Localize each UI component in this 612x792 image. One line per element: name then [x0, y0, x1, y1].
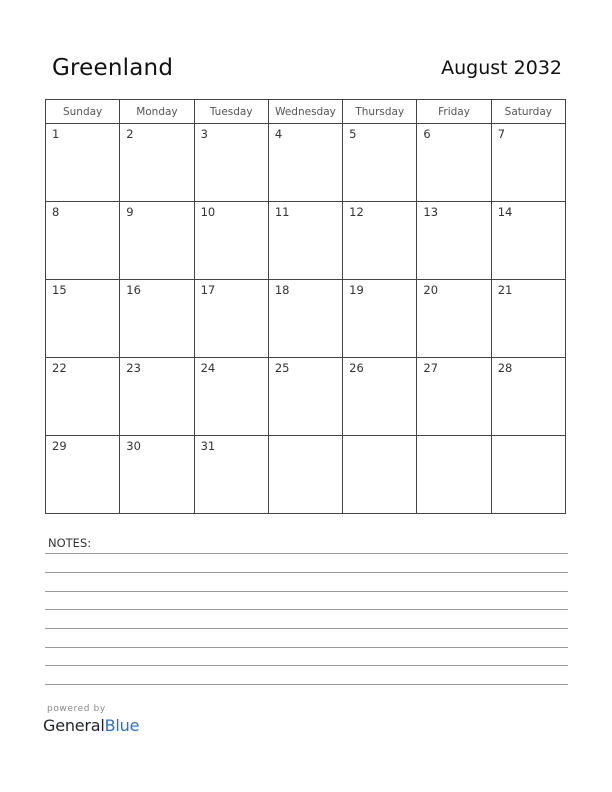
day-number: 16	[126, 283, 141, 297]
day-number: 7	[497, 127, 506, 141]
day-cell	[194, 436, 268, 514]
calendar-grid	[45, 99, 566, 514]
notes-line	[45, 647, 568, 648]
month-year-title: August 2032	[441, 57, 562, 79]
day-number: 27	[423, 361, 439, 375]
day-number: 24	[200, 361, 216, 375]
notes-line	[45, 553, 568, 554]
day-cell	[417, 280, 491, 358]
day-number: 5	[349, 127, 357, 141]
day-cell	[268, 202, 342, 280]
day-cell	[120, 358, 194, 436]
day-number: 11	[274, 205, 290, 219]
day-number: 22	[52, 361, 67, 375]
day-cell	[491, 358, 565, 436]
day-cell	[343, 202, 417, 280]
day-number: 26	[349, 361, 364, 375]
day-number	[417, 436, 490, 439]
weekday-sunday: Sunday	[46, 100, 120, 124]
day-cell	[194, 124, 268, 202]
day-number: 31	[200, 439, 216, 453]
weekday-thursday: Thursday	[343, 100, 417, 124]
day-number	[269, 436, 342, 439]
weekday-friday: Friday	[417, 100, 491, 124]
day-number: 15	[52, 283, 67, 297]
day-number: 14	[497, 205, 513, 219]
day-number: 17	[200, 283, 216, 297]
notes-label: NOTES:	[48, 536, 92, 550]
powered-by-text: powered by	[47, 704, 106, 714]
day-number: 10	[200, 205, 216, 219]
day-cell	[194, 280, 268, 358]
day-number: 2	[126, 127, 134, 141]
notes-line	[45, 591, 568, 592]
day-number: 12	[349, 205, 364, 219]
day-number: 19	[349, 283, 364, 297]
day-cell	[343, 124, 417, 202]
day-number: 13	[423, 205, 439, 219]
day-cell	[120, 124, 194, 202]
notes-line	[45, 628, 568, 629]
day-cell	[268, 436, 342, 514]
weekday-tuesday: Tuesday	[194, 100, 268, 124]
day-cell	[46, 202, 120, 280]
day-number: 29	[52, 439, 67, 453]
day-cell	[120, 280, 194, 358]
notes-line	[45, 572, 568, 573]
day-number: 21	[497, 283, 513, 297]
day-number: 25	[274, 361, 290, 375]
brand-name-part1: General	[43, 716, 105, 735]
day-cell	[491, 202, 565, 280]
day-number: 4	[274, 127, 283, 141]
day-number	[492, 436, 565, 439]
day-number: 23	[126, 361, 141, 375]
day-number: 20	[423, 283, 439, 297]
day-cell	[46, 358, 120, 436]
week-row	[46, 280, 566, 358]
day-cell	[491, 436, 565, 514]
day-number: 28	[497, 361, 513, 375]
day-cell	[417, 202, 491, 280]
day-cell	[194, 202, 268, 280]
day-number: 1	[52, 127, 60, 141]
day-number: 8	[52, 205, 60, 219]
week-row	[46, 202, 566, 280]
day-cell	[417, 124, 491, 202]
weekday-monday: Monday	[120, 100, 194, 124]
weekday-saturday: Saturday	[491, 100, 565, 124]
week-row	[46, 436, 566, 514]
day-cell	[343, 280, 417, 358]
week-row	[46, 358, 566, 436]
day-cell	[491, 124, 565, 202]
day-cell	[491, 280, 565, 358]
day-number: 6	[423, 127, 431, 141]
notes-line	[45, 665, 568, 666]
day-number: 30	[126, 439, 141, 453]
day-cell	[268, 280, 342, 358]
day-cell	[417, 436, 491, 514]
day-number	[343, 436, 416, 439]
day-cell	[46, 280, 120, 358]
notes-line	[45, 684, 568, 685]
week-row	[46, 124, 566, 202]
day-cell	[343, 436, 417, 514]
region-title: Greenland	[52, 55, 174, 81]
day-number: 18	[274, 283, 290, 297]
day-cell	[343, 358, 417, 436]
day-number: 3	[200, 127, 208, 141]
day-cell	[120, 202, 194, 280]
weekday-header-row	[46, 100, 566, 124]
day-cell	[46, 436, 120, 514]
notes-line	[45, 609, 568, 610]
day-cell	[120, 436, 194, 514]
weekday-wednesday: Wednesday	[268, 100, 342, 124]
day-cell	[194, 358, 268, 436]
day-cell	[268, 124, 342, 202]
day-cell	[46, 124, 120, 202]
day-cell	[268, 358, 342, 436]
brand-name-part2: Blue	[104, 716, 140, 735]
generalblue-logo	[43, 716, 139, 735]
day-number: 9	[126, 205, 134, 219]
day-cell	[417, 358, 491, 436]
